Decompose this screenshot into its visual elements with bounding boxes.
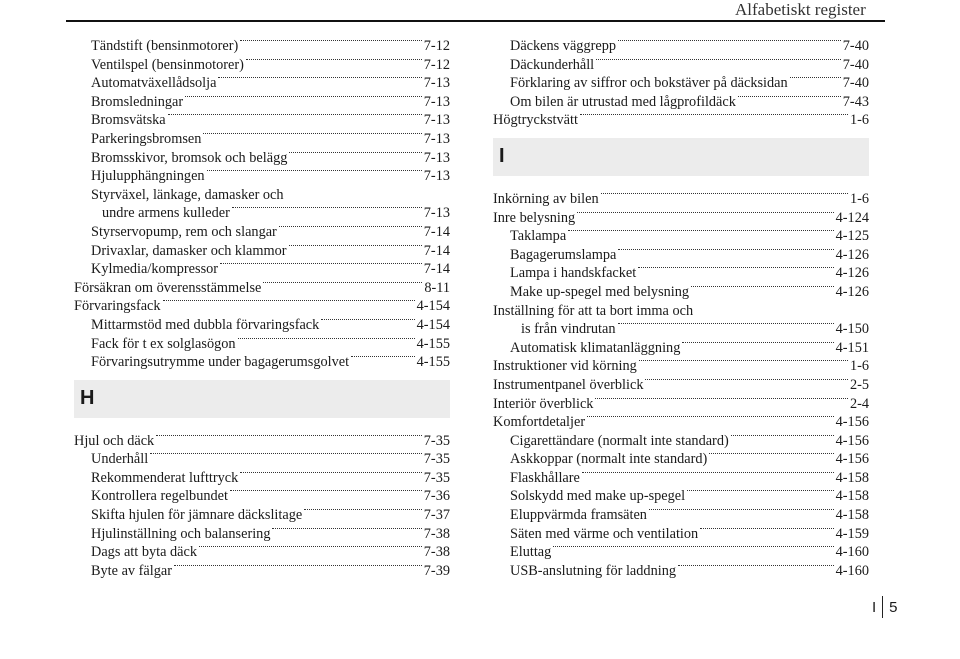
leader-dots <box>553 546 833 547</box>
section-heading-h <box>74 380 450 418</box>
index-entry-continuation <box>493 320 869 339</box>
index-entry <box>493 357 869 376</box>
index-entry <box>74 279 450 298</box>
leader-dots <box>218 77 421 78</box>
index-page-ref: 4-158 <box>835 469 869 486</box>
index-entry-text: Förvaringsfack <box>74 298 161 315</box>
section-heading-i <box>493 138 869 176</box>
index-entry-text: Förvaringsutrymme under bagagerumsgolvet <box>91 354 350 371</box>
index-page-ref: 4-160 <box>835 562 869 579</box>
leader-dots <box>321 319 414 320</box>
index-entry <box>493 246 869 265</box>
index-entry <box>74 487 450 506</box>
index-page-ref: 4-126 <box>835 265 869 282</box>
leader-dots <box>263 282 422 283</box>
index-entry-text: Inkörning av bilen <box>493 190 599 207</box>
index-entry <box>74 167 450 186</box>
index-page-ref: 4-126 <box>835 246 869 263</box>
index-entry-text: Instruktioner vid körning <box>493 358 637 375</box>
right-column <box>493 37 869 580</box>
leader-dots <box>738 96 841 97</box>
index-page-ref: 7-14 <box>423 242 450 259</box>
index-page-ref: 7-38 <box>423 525 450 542</box>
right-group-3 <box>493 339 869 581</box>
index-entry <box>493 506 869 525</box>
leader-dots <box>568 230 833 231</box>
index-entry <box>493 395 869 414</box>
index-page-ref: 7-40 <box>842 38 869 54</box>
index-page-ref: 7-14 <box>423 223 450 240</box>
index-entry <box>493 413 869 432</box>
index-entry-text: Parkeringsbromsen <box>91 130 202 147</box>
leader-dots <box>601 193 848 194</box>
index-entry <box>493 339 869 358</box>
leader-dots <box>678 565 834 566</box>
leader-dots <box>687 490 834 491</box>
leader-dots <box>232 207 422 208</box>
index-page-ref: 7-35 <box>423 451 450 468</box>
index-page-ref: 4-155 <box>416 354 450 371</box>
index-entry-text: Interiör överblick <box>493 395 594 412</box>
index-page-ref: 4-126 <box>835 283 869 300</box>
index-entry-text: Rekommenderat lufttryck <box>91 469 239 486</box>
index-page-ref: 7-13 <box>423 75 450 92</box>
leader-dots <box>582 472 834 473</box>
leader-dots <box>174 565 422 566</box>
index-entry-text: Solskydd med make up-spegel <box>510 488 686 505</box>
index-entry <box>74 335 450 354</box>
index-page-ref: 4-158 <box>835 507 869 524</box>
index-entry-text: Bromsvätska <box>91 112 166 129</box>
index-entry <box>493 264 869 283</box>
index-page-ref: 4-156 <box>835 451 869 468</box>
index-entry <box>74 469 450 488</box>
index-page-ref: 7-13 <box>423 205 450 222</box>
index-entry <box>74 297 450 316</box>
leader-dots <box>289 152 421 153</box>
leader-dots <box>238 338 415 339</box>
right-group-2 <box>493 190 869 302</box>
leader-dots <box>682 342 833 343</box>
index-page-ref: 7-13 <box>423 93 450 110</box>
index-entry <box>74 525 450 544</box>
leader-dots <box>618 323 834 324</box>
leader-dots <box>220 263 422 264</box>
leader-dots <box>709 453 833 454</box>
index-entry <box>74 130 450 149</box>
left-group-1 <box>74 37 450 186</box>
index-page-ref: 4-160 <box>835 544 869 561</box>
index-entry-text: Förklaring av siffror och bokstäver på däcksidan <box>510 75 788 92</box>
index-page-ref: 7-14 <box>423 261 450 278</box>
index-entry-text: Fack för t ex solglasögon <box>91 335 236 352</box>
index-entry <box>74 562 450 581</box>
leader-dots <box>168 114 422 115</box>
index-entry-text: Kontrollera regelbundet <box>91 488 228 505</box>
index-entry-text: Mittarmstöd med dubbla förvaringsfack <box>91 316 320 333</box>
index-entry-text: Cigarettändare (normalt inte standard) <box>510 432 729 449</box>
index-entry <box>493 283 869 302</box>
index-page-ref: 4-158 <box>835 488 869 505</box>
leader-dots <box>279 226 422 227</box>
leader-dots <box>731 435 834 436</box>
index-entry-text: Styrservopump, rem och slangar <box>91 223 277 240</box>
leader-dots <box>639 360 848 361</box>
index-entry-text: Make up-spegel med belysning <box>510 283 690 300</box>
footer-page-number: 5 <box>889 598 898 616</box>
leader-dots <box>587 416 834 417</box>
leader-dots <box>638 267 833 268</box>
index-entry <box>493 562 869 581</box>
leader-dots <box>156 435 422 436</box>
index-entry-text: Säten med värme och ventilation <box>510 525 699 542</box>
index-entry <box>493 469 869 488</box>
index-page-ref: 2-5 <box>849 376 869 393</box>
leader-dots <box>645 379 847 380</box>
index-page-ref: 7-43 <box>842 93 869 110</box>
index-entry <box>493 190 869 209</box>
index-entry-text: Flaskhållare <box>510 469 580 486</box>
section-letter: I <box>499 145 505 168</box>
index-page-ref: 7-40 <box>842 56 869 73</box>
index-entry-text: Högtryckstvätt <box>493 112 578 129</box>
index-entry <box>74 111 450 130</box>
index-entry-text: USB-anslutning för laddning <box>510 562 676 579</box>
index-entry <box>493 74 869 93</box>
index-page-ref: 8-11 <box>424 279 450 296</box>
leader-dots <box>580 114 848 115</box>
index-entry-text: Automatväxellådsolja <box>91 75 217 92</box>
leader-dots <box>790 77 841 78</box>
index-entry-text: Taklampa <box>510 228 567 245</box>
footer-section: I <box>872 598 877 616</box>
index-page-ref: 4-150 <box>835 321 869 338</box>
index-entry <box>493 525 869 544</box>
index-page-ref: 7-12 <box>423 56 450 73</box>
leader-dots <box>240 472 421 473</box>
index-entry <box>493 111 869 130</box>
index-entry-text: Inre belysning <box>493 209 576 226</box>
index-entry <box>74 450 450 469</box>
index-page-ref: 7-12 <box>423 38 450 54</box>
right-group-1 <box>493 37 869 130</box>
index-entry-text: Underhåll <box>91 451 149 468</box>
index-entry-text: Byte av fälgar <box>91 562 172 579</box>
index-entry <box>74 93 450 112</box>
index-page-ref: 4-155 <box>416 335 450 352</box>
index-entry <box>74 74 450 93</box>
index-entry <box>493 543 869 562</box>
index-entry-text: Försäkran om överensstämmelse <box>74 279 262 296</box>
index-entry-text: Hjulupphängningen <box>91 168 205 185</box>
index-entry <box>493 487 869 506</box>
index-entry-text: Eluppvärmda framsäten <box>510 507 647 524</box>
index-entry <box>493 56 869 75</box>
index-entry-styrvaxel <box>74 186 450 223</box>
index-entry-text: Om bilen är utrustad med lågprofildäck <box>510 93 736 110</box>
index-entry <box>74 37 450 56</box>
index-page-ref: 4-125 <box>835 228 869 245</box>
index-page-ref: 7-13 <box>423 149 450 166</box>
index-entry <box>74 223 450 242</box>
index-page-ref: 7-13 <box>423 168 450 185</box>
leader-dots <box>618 40 841 41</box>
index-entry-text: Däckens väggrepp <box>510 38 616 54</box>
index-entry-text: Inställning för att ta bort imma och <box>493 302 694 319</box>
index-entry <box>74 543 450 562</box>
index-page-ref: 7-13 <box>423 112 450 129</box>
leader-dots <box>230 490 422 491</box>
index-entry-text: Kylmedia/kompressor <box>91 261 219 278</box>
leader-dots <box>289 245 422 246</box>
index-page-ref: 1-6 <box>849 112 869 129</box>
leader-dots <box>150 453 422 454</box>
index-entry-text: Lampa i handskfacket <box>510 265 637 282</box>
leader-dots <box>304 509 422 510</box>
leader-dots <box>272 528 421 529</box>
index-entry <box>493 209 869 228</box>
index-page-ref: 7-35 <box>423 469 450 486</box>
index-entry-text: Eluttag <box>510 544 552 561</box>
index-entry-continuation <box>74 204 450 223</box>
left-group-3 <box>74 432 450 581</box>
index-page-ref: 4-154 <box>416 298 450 315</box>
leader-dots <box>596 59 841 60</box>
index-entry <box>493 37 869 56</box>
index-page-ref: 4-151 <box>835 339 869 356</box>
index-entry <box>74 149 450 168</box>
index-entry <box>493 432 869 451</box>
index-entry-text: Bromsledningar <box>91 93 184 110</box>
leader-dots <box>577 212 833 213</box>
index-entry-text: Askkoppar (normalt inte standard) <box>510 451 708 468</box>
index-page-ref: 1-6 <box>849 190 869 207</box>
index-page-ref: 7-39 <box>423 562 450 579</box>
leader-dots <box>649 509 834 510</box>
index-page-ref: 4-124 <box>835 209 869 226</box>
left-group-2 <box>74 223 450 372</box>
leader-dots <box>595 398 848 399</box>
section-letter: H <box>80 387 95 410</box>
index-entry <box>74 506 450 525</box>
leader-dots <box>618 249 833 250</box>
left-column <box>74 37 450 580</box>
leader-dots <box>207 170 422 171</box>
leader-dots <box>246 59 422 60</box>
index-entry-text: undre armens kulleder <box>102 205 230 222</box>
leader-dots <box>185 96 422 97</box>
index-page-ref: 1-6 <box>849 358 869 375</box>
header-rule <box>66 20 885 22</box>
index-page-ref: 4-159 <box>835 525 869 542</box>
index-page-ref: 2-4 <box>849 395 869 412</box>
index-entry-installning <box>493 302 869 339</box>
index-entry <box>74 353 450 372</box>
index-entry <box>493 450 869 469</box>
index-entry-text: Bagagerumslampa <box>510 246 617 263</box>
leader-dots <box>199 546 422 547</box>
index-entry-text: Hjulinställning och balansering <box>91 525 271 542</box>
index-entry <box>493 376 869 395</box>
index-entry-text: Hjul och däck <box>74 432 155 449</box>
index-page-ref: 7-13 <box>423 130 450 147</box>
index-entry <box>74 432 450 451</box>
index-entry-text: Dags att byta däck <box>91 544 197 561</box>
index-page-ref: 4-156 <box>835 432 869 449</box>
index-entry-text: Drivaxlar, damasker och klammor <box>91 242 287 259</box>
index-entry-text: Bromsskivor, bromsok och belägg <box>91 149 288 166</box>
index-entry <box>74 56 450 75</box>
index-entry-text: is från vindrutan <box>521 321 616 338</box>
index-page-ref: 7-38 <box>423 544 450 561</box>
index-entry-text: Automatisk klimatanläggning <box>510 339 681 356</box>
index-page-ref: 7-35 <box>423 432 450 449</box>
leader-dots <box>163 300 415 301</box>
leader-dots <box>700 528 833 529</box>
index-entry-text: Komfortdetaljer <box>493 414 586 431</box>
leader-dots <box>240 40 421 41</box>
leader-dots <box>203 133 421 134</box>
index-page-ref: 7-40 <box>842 75 869 92</box>
leader-dots <box>691 286 834 287</box>
index-entry <box>493 227 869 246</box>
index-entry-text: Styrväxel, länkage, damasker och <box>91 186 284 203</box>
index-entry <box>74 242 450 261</box>
index-entry-text: Instrumentpanel överblick <box>493 376 644 393</box>
index-entry <box>74 260 450 279</box>
index-entry-text: Däckunderhåll <box>510 56 595 73</box>
index-page-ref: 4-154 <box>416 316 450 333</box>
index-page-ref: 7-37 <box>423 507 450 524</box>
leader-dots <box>351 356 415 357</box>
index-entry-text: Skifta hjulen för jämnare däckslitage <box>91 507 303 524</box>
footer-separator <box>882 596 883 618</box>
page-footer <box>872 596 898 618</box>
index-entry <box>493 93 869 112</box>
index-entry-text: Ventilspel (bensinmotorer) <box>91 56 244 73</box>
index-page-ref: 4-156 <box>835 414 869 431</box>
index-entry-text: Tändstift (bensinmotorer) <box>91 38 239 54</box>
index-page-ref: 7-36 <box>423 488 450 505</box>
index-entry <box>74 316 450 335</box>
page-header-title: Alfabetiskt register <box>735 0 866 19</box>
